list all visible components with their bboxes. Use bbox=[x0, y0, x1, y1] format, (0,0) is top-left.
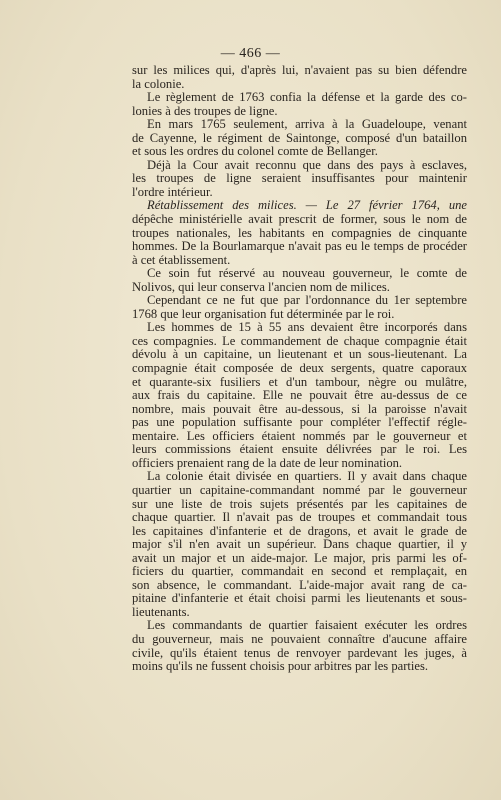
text-line: lonies à des troupes de ligne. bbox=[132, 103, 278, 118]
text-line: chaque quartier. Il n'avait pas de troupes et commandait tous bbox=[132, 510, 467, 525]
text-line: Les hommes de 15 à 55 ans devaient être incorporés dans bbox=[147, 320, 467, 335]
text-line: quartier un capitaine-commandant nommé par le gouverneur bbox=[132, 482, 467, 497]
text-line: leurs commissions étaient ensuite délivrées par le roi. Les bbox=[132, 442, 467, 457]
text-line: avait un major et un aide-major. Le major, pris parmi les of- bbox=[132, 550, 467, 565]
text-line: 1768 que leur organisation fut déterminée par le roi. bbox=[132, 306, 395, 321]
text-line: nombre, mais pouvait être au-dessous, si la paroisse n'avait bbox=[132, 401, 467, 416]
text-line: et sous les ordres du colonel comte de Bellanger. bbox=[132, 144, 378, 159]
text-line: l'ordre intérieur. bbox=[132, 184, 213, 199]
text-line: lieutenants. bbox=[132, 604, 190, 619]
text-line: Ce soin fut réservé au nouveau gouverneur, le comte de bbox=[147, 266, 467, 281]
text-line: Le règlement de 1763 confia la défense et la garde des co- bbox=[147, 90, 467, 105]
text-line: La colonie était divisée en quartiers. Il y avait dans chaque bbox=[147, 469, 467, 484]
text-line: sur une liste de trois sujets présentés par les capitaines de bbox=[132, 496, 467, 511]
text-line: Cependant ce ne fut que par l'ordonnance du 1er septembre bbox=[147, 293, 467, 308]
text-line: civile, qu'ils étaient tenus de renvoyer pardevant les juges, à bbox=[132, 645, 467, 660]
text-line: Les commandants de quartier faisaient exécuter les ordres bbox=[147, 618, 467, 633]
text-line: ficiers du quartier, commandait en second et remplaçait, en bbox=[132, 564, 467, 579]
text-line: hommes. De la Bourlamarque n'avait pas eu le temps de procéder bbox=[132, 239, 467, 254]
text-line: compagnie était composée de deux sergents, quatre caporaux bbox=[132, 361, 467, 376]
text-line: la colonie. bbox=[132, 76, 185, 91]
text-line: sur les milices qui, d'après lui, n'avaient pas su bien défendre bbox=[132, 63, 467, 77]
text-line: major s'il n'en avait un supérieur. Dans chaque quartier, il y bbox=[132, 537, 467, 552]
text-line: Déjà la Cour avait reconnu que dans des pays à esclaves, bbox=[147, 157, 467, 172]
text-line: moins qu'ils ne fussent choisis pour arbitres par les parties. bbox=[132, 659, 429, 674]
text-line: dépêche ministérielle avait prescrit de former, sous le nom de bbox=[132, 212, 467, 227]
text-line: et quarante-six fusiliers et d'un tambour, nègre ou mulâtre, bbox=[132, 374, 467, 389]
text-line: à cet établissement. bbox=[132, 252, 231, 267]
text-line: dévolu à un capitaine, un lieutenant et un sous-lieutenant. La bbox=[132, 347, 467, 362]
text-line: pas une population suffisante pour compléter l'effectif régle- bbox=[132, 415, 467, 430]
text-line: les capitaines d'infanterie et de dragons, et avait le grade de bbox=[132, 523, 467, 538]
text-line: pitaine d'infanterie et était choisi parmi les lieutenants et sous- bbox=[132, 591, 467, 606]
text-line: du gouverneur, mais ne pouvaient connaître d'aucune affaire bbox=[132, 631, 467, 646]
text-line: aux frais du capitaine. Elle ne pouvait être au-dessus de ce bbox=[132, 388, 467, 403]
text-line: ces compagnies. Le commandement de chaque compagnie était bbox=[132, 333, 467, 348]
body-text bbox=[132, 64, 467, 674]
text-line: officiers prenaient rang de la date de leur nomination. bbox=[132, 455, 403, 470]
text-line: En mars 1765 seulement, arriva à la Guadeloupe, venant bbox=[147, 117, 467, 132]
text-line: les troupes de ligne seraient insuffisantes pour maintenir bbox=[132, 171, 467, 186]
text-line: son absence, le commandant. L'aide-major avait rang de ca- bbox=[132, 577, 467, 592]
text-line: de Cayenne, le régiment de Saintonge, composé d'un bataillon bbox=[132, 130, 467, 145]
text-line: mentaire. Les officiers étaient nommés par le gouverneur et bbox=[132, 428, 467, 443]
section-heading-line: Rétablissement des milices. — Le 27 février 1764, une bbox=[147, 198, 467, 213]
text-line: troupes nationales, les habitants en compagnies de cinquante bbox=[132, 225, 467, 240]
text-line: Nolivos, qui leur conserva l'ancien nom de milices. bbox=[132, 279, 390, 294]
page-number: — 466 — bbox=[220, 46, 281, 61]
